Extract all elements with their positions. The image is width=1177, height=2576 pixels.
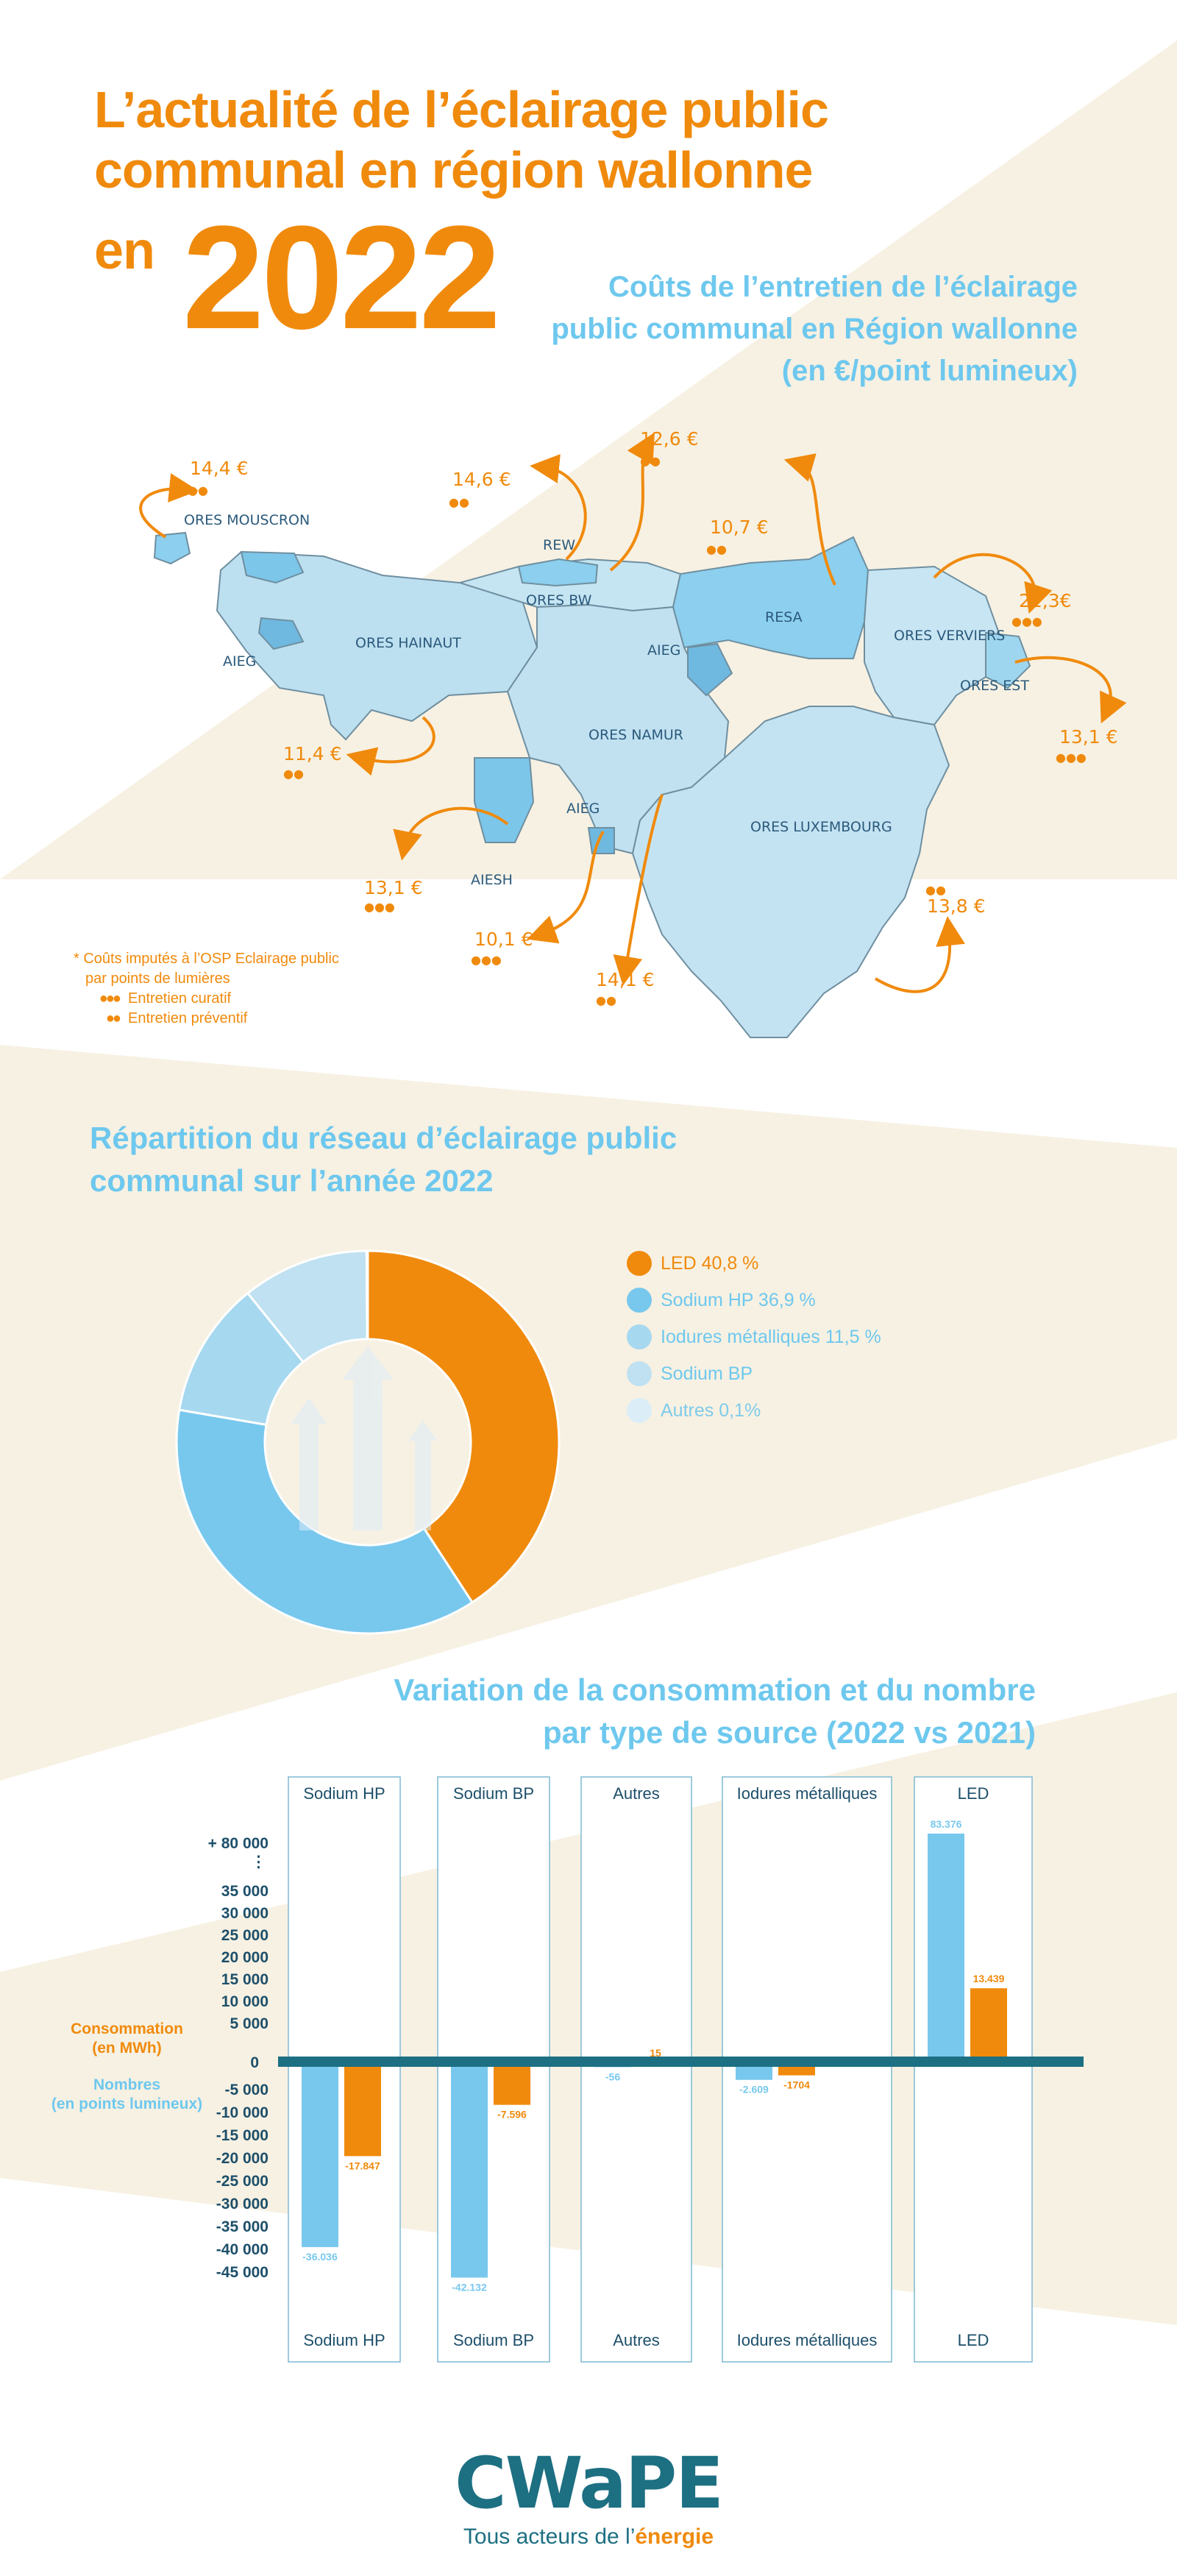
- legend-number-unit: (en points lumineux): [51, 2096, 203, 2112]
- bar-nombres-sodium-hp: [302, 2067, 338, 2247]
- panel-title-bottom: Sodium HP: [303, 2331, 385, 2349]
- cost-namur: 10,1 €: [474, 929, 533, 950]
- panel-autres: [581, 1777, 691, 2362]
- logo-tagline: Tous acteurs de l’énergie: [463, 2524, 714, 2549]
- cost-luxembourg-dots: ●●: [925, 883, 946, 897]
- cost-aieg-south: 14,1 €: [596, 969, 655, 990]
- label-aiesh: AIESH: [471, 872, 513, 888]
- cost-est-dots: ●●●: [1056, 751, 1087, 764]
- zero-axis-line: [278, 2057, 1084, 2067]
- y-tick-label: -30 000: [216, 2196, 269, 2213]
- y-tick-label: -15 000: [216, 2127, 269, 2144]
- panel-title-top: LED: [957, 1784, 989, 1803]
- cost-mouscron-dots: ●●: [188, 483, 208, 497]
- label-rew: REW: [543, 537, 575, 553]
- y-tick-label: -20 000: [216, 2150, 269, 2167]
- cost-resa: 10,7 €: [710, 517, 769, 538]
- logo-brand: CWaPE: [455, 2442, 722, 2524]
- title-line-1: L’actualité de l’éclairage public: [94, 81, 828, 138]
- title-line-2: communal en région wallonne: [94, 141, 813, 199]
- y-tick-label: 5 000: [230, 2015, 269, 2032]
- cost-aiesh: 13,1 €: [364, 877, 423, 898]
- axis-break-icon: ⋮: [251, 1853, 266, 1870]
- label-aieg-west: AIEG: [223, 653, 257, 670]
- repartition-title: Répartition du réseau d’éclairage public communal sur l’année 2022: [90, 1121, 678, 1198]
- cost-hainaut: 11,4 €: [283, 743, 342, 764]
- bar-value-label: 15: [650, 2046, 661, 2059]
- legend-curatif: Entretien curatif: [128, 990, 232, 1007]
- page-title: [94, 79, 828, 360]
- donut-chart: [169, 1243, 566, 1641]
- label-ores-bw: ORES BW: [526, 592, 592, 608]
- cost-bw: 12,6 €: [640, 428, 699, 450]
- legend-consumption-unit: (en MWh): [92, 2040, 162, 2057]
- y-tick-label: 15 000: [221, 1971, 269, 1988]
- cost-section-title: Coûts de l’entretien de l’éclairage public communal en Région wallonne (en €/point lumineux): [551, 271, 1078, 387]
- legend-preventif: Entretien préventif: [128, 1010, 248, 1026]
- cost-rew: 14,6 €: [452, 469, 511, 490]
- y-tick-label: -45 000: [216, 2264, 269, 2281]
- bar-value-label: -7.596: [497, 2108, 527, 2121]
- bar-value-label: -2.609: [739, 2083, 769, 2096]
- bar-value-label: -56: [605, 2071, 621, 2083]
- y-tick-label: 10 000: [221, 1993, 269, 2010]
- cost-hainaut-dots: ●●: [283, 767, 304, 781]
- cost-footnote: * Coûts imputés à l’OSP Eclairage public par points de lumières ●●● Entretien curatif ●● Entretien préventif: [74, 949, 339, 1029]
- cost-est: 13,1 €: [1059, 726, 1118, 748]
- label-aieg-south: AIEG: [566, 801, 600, 817]
- region-aieg-south: [588, 828, 614, 854]
- growth-arrows-icon: [291, 1346, 438, 1530]
- y-tick-label: 25 000: [221, 1927, 269, 1944]
- panel-title-bottom: Iodures métalliques: [736, 2331, 878, 2349]
- cost-rew-dots: ●●: [449, 495, 469, 509]
- region-ores-verviers: [864, 567, 1004, 725]
- bar-consommation-sodium-hp: [344, 2067, 381, 2156]
- cost-luxembourg: 13,8 €: [927, 895, 986, 917]
- legend-sodium-hp: Sodium HP 36,9 %: [627, 1282, 881, 1319]
- bar-legend: [40, 2020, 213, 2114]
- variation-title: Variation de la consommation et du nombre par type de source (2022 vs 2021): [394, 1672, 1036, 1750]
- y-tick-label: -25 000: [216, 2173, 269, 2190]
- legend-led: LED 40,8 %: [627, 1245, 881, 1282]
- cost-namur-dots: ●●●: [471, 953, 502, 967]
- region-aiesh: [474, 758, 533, 842]
- y-tick-label: -5 000: [224, 2082, 269, 2098]
- cost-verviers-dots: ●●●: [1011, 614, 1042, 628]
- legend-consumption: Consommation: [71, 2020, 183, 2037]
- donut-slice-autres: [366, 1251, 368, 1339]
- label-ores-hainaut: ORES HAINAUT: [355, 635, 461, 651]
- y-tick-label: -40 000: [216, 2241, 269, 2258]
- curatif-dots-icon: ●●●: [99, 990, 119, 1007]
- legend-iodures: Iodures métalliques 11,5 %: [627, 1319, 881, 1355]
- bar-value-label: -17.847: [345, 2160, 380, 2172]
- bar-value-label: 83.376: [930, 1818, 962, 1830]
- panel-title-top: Iodures métalliques: [736, 1784, 878, 1803]
- bar-nombres-led: [928, 1834, 964, 2057]
- preventif-dots-icon: ●●: [105, 1010, 119, 1026]
- label-aieg-namur: AIEG: [647, 642, 681, 659]
- panel-title-bottom: Autres: [613, 2331, 660, 2349]
- y-tick-label: 35 000: [221, 1883, 269, 1900]
- bar-value-label: -42.132: [452, 2281, 487, 2293]
- panel-title-top: Sodium BP: [452, 1784, 535, 1803]
- region-resa: [673, 537, 868, 659]
- bar-nombres-sodium-bp: [451, 2067, 488, 2277]
- cost-bw-dots: ●●: [640, 454, 661, 468]
- cost-aieg-south-dots: ●●: [596, 993, 616, 1007]
- region-ores-mouscron: [154, 533, 190, 564]
- y-tick-label: 30 000: [221, 1905, 269, 1922]
- donut-legend: [627, 1245, 881, 1429]
- cost-aiesh-dots: ●●●: [364, 900, 395, 914]
- label-resa: RESA: [765, 609, 803, 625]
- panel-title-bottom: LED: [957, 2331, 989, 2349]
- label-ores-verviers: ORES VERVIERS: [894, 628, 1006, 644]
- label-ores-mouscron: ORES MOUSCRON: [184, 512, 310, 528]
- y-tick-label: 20 000: [221, 1949, 269, 1966]
- title-year: 2022: [182, 196, 498, 360]
- legend-number: Nombres: [93, 2076, 161, 2093]
- y-tick-zero: 0: [250, 2054, 259, 2071]
- bar-consommation-led: [970, 1988, 1007, 2057]
- bar-value-label: 13.439: [972, 1973, 1005, 1985]
- bar-consommation-sodium-bp: [494, 2067, 530, 2105]
- cost-mouscron: 14,4 €: [190, 458, 249, 479]
- panel-title-top: Sodium HP: [303, 1784, 385, 1803]
- panel-title-top: Autres: [613, 1784, 660, 1803]
- label-ores-namur: ORES NAMUR: [588, 727, 683, 743]
- legend-autres: Autres 0,1%: [627, 1392, 881, 1429]
- bar-nombres-iodures-m-talliques: [736, 2067, 772, 2080]
- label-ores-luxembourg: ORES LUXEMBOURG: [750, 819, 892, 835]
- bar-consommation-iodures-m-talliques: [778, 2067, 815, 2076]
- cost-resa-dots: ●●: [706, 542, 727, 556]
- bar-value-label: -1704: [783, 2079, 810, 2091]
- label-ores-est: ORES EST: [960, 678, 1029, 694]
- cost-verviers: 21,3€: [1019, 590, 1072, 611]
- panel-title-bottom: Sodium BP: [452, 2331, 535, 2349]
- y-tick-label: -35 000: [216, 2218, 269, 2235]
- cwape-logo: [0, 2442, 1177, 2550]
- y-tick-label: + 80 000: [207, 1835, 269, 1852]
- legend-sodium-bp: Sodium BP: [627, 1355, 881, 1392]
- bar-value-label: -36.036: [302, 2251, 338, 2263]
- y-tick-label: -10 000: [216, 2104, 269, 2121]
- region-rew: [519, 559, 597, 586]
- title-en: en: [94, 221, 155, 280]
